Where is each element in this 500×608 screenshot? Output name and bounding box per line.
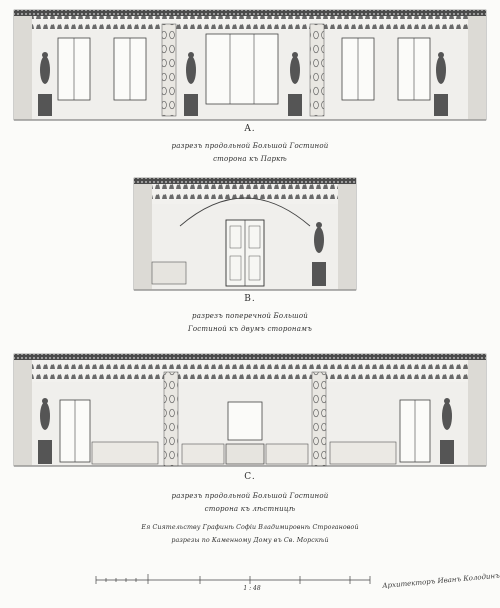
section-a-elevation: [14, 10, 486, 120]
section-a-caption-line-2: сторона къ Паркѣ: [213, 155, 287, 163]
architect-signature: Архитекторъ Иванъ Колодинъ: [382, 571, 500, 590]
section-b-caption-line-1: разрезъ поперечной Большой: [192, 312, 308, 320]
dedication-line-1: Ея Сиятельству Графинѣ Софіи Владимировнѣ Строгановой: [141, 524, 359, 531]
scale-bar: [96, 574, 370, 584]
section-c-caption-line-2: сторона къ лѣстницѣ: [204, 505, 296, 513]
section-b-letter: B.: [244, 294, 256, 304]
section-b-elevation: [134, 178, 356, 290]
section-c-elevation: [14, 354, 486, 466]
section-c-caption-line-1: разрезъ продольной Большой Гостиной: [171, 492, 329, 500]
scale-label: 1 : 48: [243, 585, 261, 592]
section-b-caption-line-2: Гостиной къ двумъ сторонамъ: [188, 325, 312, 333]
section-a-caption-line-1: разрезъ продольной Большой Гостиной: [171, 142, 329, 150]
section-c-letter: C.: [244, 472, 256, 482]
dedication-line-2: разрезы по Каменному Дому въ Св. Морскѣй: [171, 537, 329, 544]
section-a-letter: A.: [244, 124, 256, 134]
